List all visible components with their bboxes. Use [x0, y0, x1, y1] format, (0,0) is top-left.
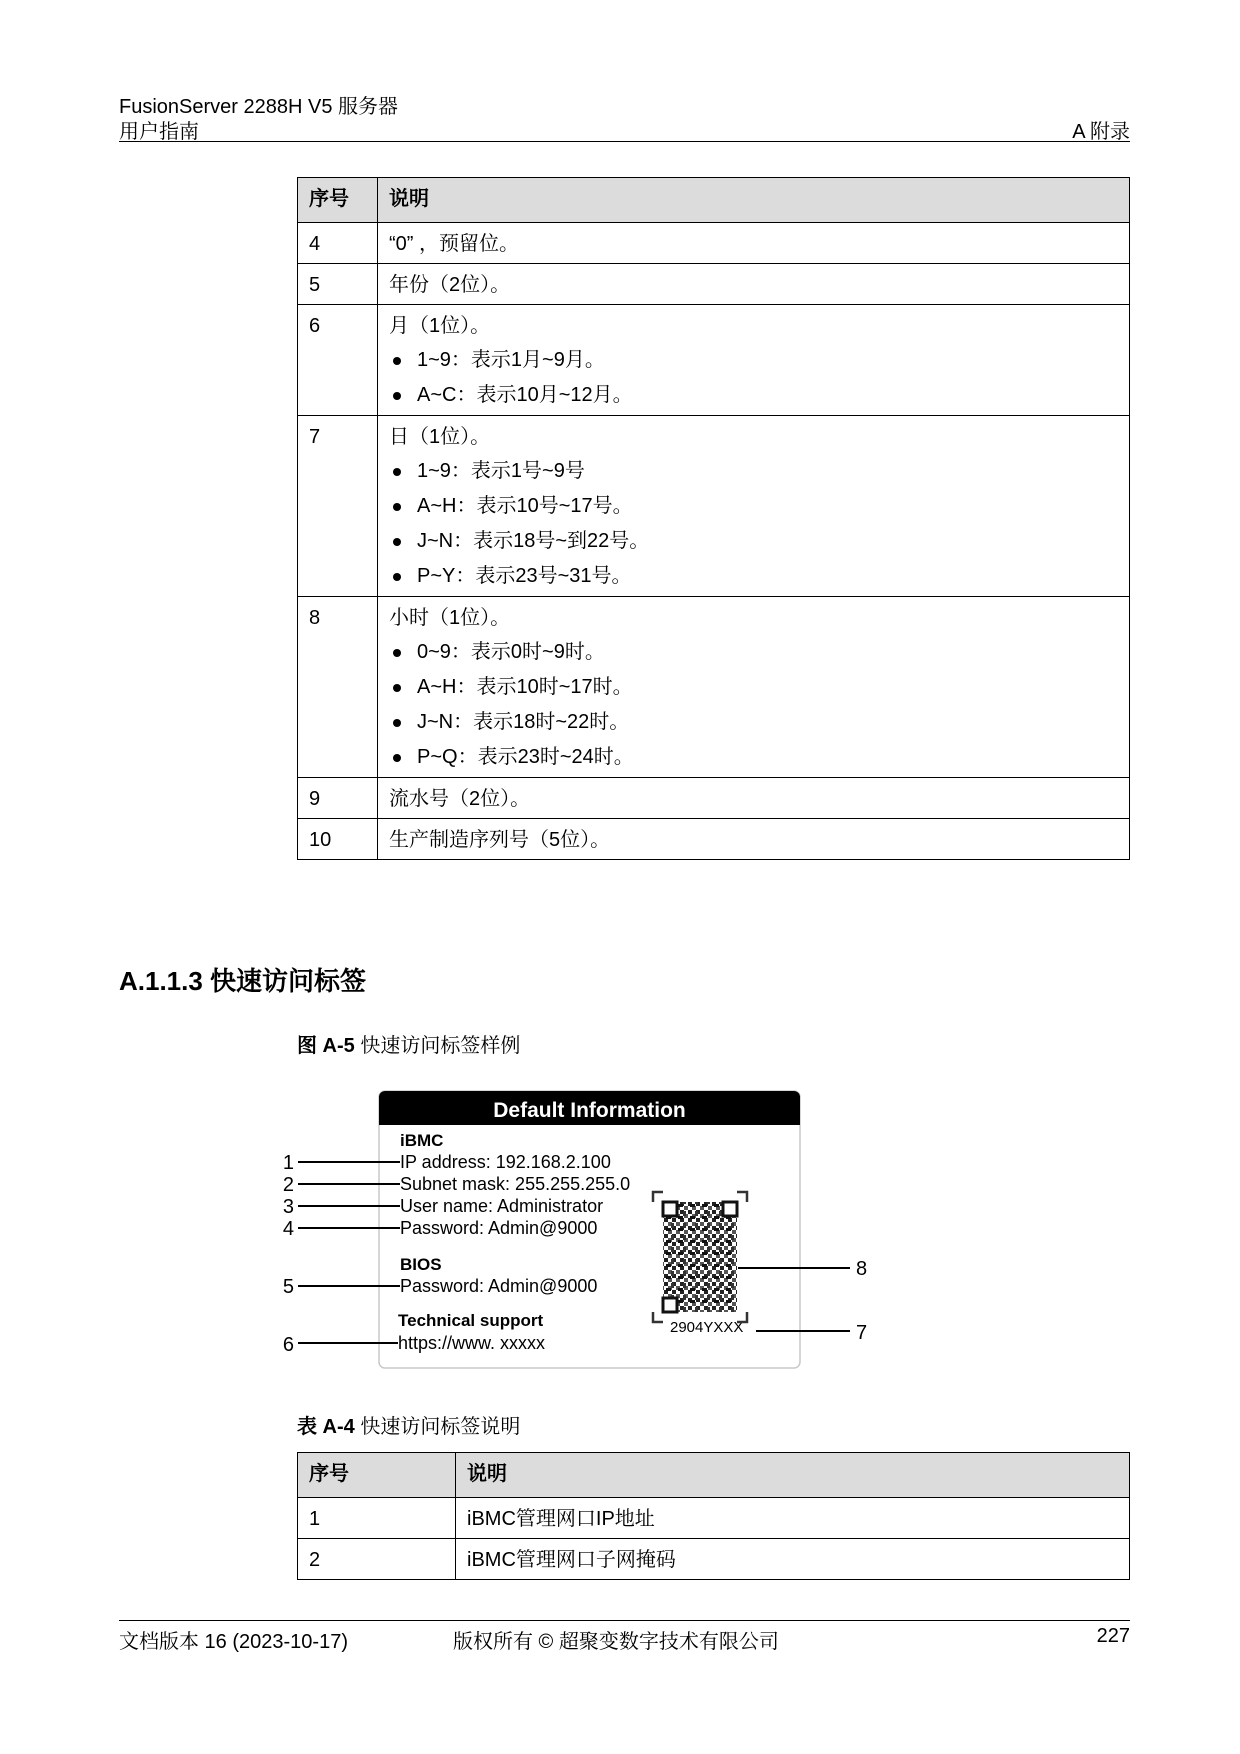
- table-caption: [297, 1410, 520, 1439]
- row-number: 9: [298, 778, 378, 819]
- row-description: [378, 264, 1130, 305]
- row-description: [378, 597, 1130, 778]
- callout-2: 2: [282, 1174, 294, 1196]
- table-row: [298, 597, 1130, 778]
- table-row: [298, 1498, 1130, 1539]
- row-description-text: 年份（2位）。: [389, 274, 511, 296]
- bullet-item: J~N：表示18号~到22号。: [389, 524, 1120, 559]
- callout-7: 7: [856, 1322, 868, 1344]
- callout-8: 8: [856, 1258, 868, 1280]
- bullet-item: P~Y：表示23号~31号。: [389, 559, 1120, 594]
- column-header-number: 序号: [298, 178, 378, 223]
- row-number: 7: [298, 416, 378, 597]
- callout-1: 1: [282, 1152, 294, 1174]
- row-description: [378, 223, 1130, 264]
- header-divider: [119, 141, 1130, 142]
- header-chapter: A 附录: [1072, 121, 1130, 143]
- row-number: 10: [298, 819, 378, 860]
- label-subnet-mask: Subnet mask: 255.255.255.0: [400, 1174, 631, 1194]
- figure-caption-text: 快速访问标签样例: [354, 1035, 521, 1057]
- bullet-item: 1~9：表示1号~9号: [389, 454, 1120, 489]
- table-caption-text: 快速访问标签说明: [354, 1416, 521, 1438]
- quick-access-label-figure: [280, 1090, 880, 1380]
- column-header-description: 说明: [378, 178, 1130, 223]
- footer-doc-version: 文档版本 16 (2023-10-17): [119, 1631, 348, 1653]
- label-bios-password: Password: Admin@9000: [400, 1276, 598, 1296]
- bullet-item: A~C：表示10月~12月。: [389, 378, 1120, 413]
- row-description-text: 生产制造序列号（5位）。: [389, 829, 611, 851]
- row-number: 5: [298, 264, 378, 305]
- row-description: [378, 819, 1130, 860]
- row-description: iBMC管理网口IP地址: [456, 1498, 1130, 1539]
- table-row: [298, 416, 1130, 597]
- callout-3: 3: [282, 1196, 294, 1218]
- bullet-item: J~N：表示18时~22时。: [389, 705, 1120, 740]
- section-heading: A.1.1.3 快速访问标签: [119, 966, 367, 996]
- table-header-row: [298, 178, 1130, 223]
- row-description-text: 小时（1位）。: [389, 607, 511, 629]
- label-user-name: User name: Administrator: [400, 1196, 604, 1216]
- figure-caption: [297, 1029, 520, 1058]
- footer-divider: [119, 1620, 1130, 1621]
- row-description-text: 月（1位）。: [389, 315, 491, 337]
- label-ip-address: IP address: 192.168.2.100: [400, 1152, 611, 1172]
- table-row: [298, 223, 1130, 264]
- row-description-text: 日（1位）。: [389, 426, 491, 448]
- label-tech-support-heading: Technical support: [398, 1311, 544, 1330]
- table-header-row: [298, 1453, 1130, 1498]
- row-number: 4: [298, 223, 378, 264]
- column-header-number: 序号: [298, 1453, 456, 1498]
- bullet-list: [389, 343, 1120, 413]
- row-description-text: 流水号（2位）。: [389, 788, 531, 810]
- label-bios-heading: BIOS: [400, 1255, 442, 1274]
- bullet-item: A~H：表示10时~17时。: [389, 670, 1120, 705]
- callout-5: 5: [282, 1276, 294, 1298]
- bullet-item: P~Q：表示23时~24时。: [389, 740, 1120, 775]
- footer-copyright: 版权所有 © 超聚变数字技术有限公司: [453, 1631, 779, 1653]
- bullet-list: [389, 635, 1120, 775]
- bullet-list: [389, 454, 1120, 594]
- qr-code: [653, 1192, 747, 1322]
- row-description: [378, 305, 1130, 416]
- row-description-text: “0” ，预留位。: [389, 233, 519, 255]
- header-product-title: FusionServer 2288H V5 服务器: [119, 96, 399, 118]
- table-row: [298, 1539, 1130, 1580]
- table-row: [298, 778, 1130, 819]
- row-number: 8: [298, 597, 378, 778]
- label-title: Default Information: [493, 1099, 686, 1122]
- label-ibmc-password: Password: Admin@9000: [400, 1218, 598, 1238]
- label-support-url: https://www. xxxxx: [398, 1333, 546, 1353]
- label-product-code: 2904YXXX: [670, 1319, 744, 1336]
- footer-page-number: 227: [1096, 1625, 1130, 1647]
- header-doc-title: 用户指南: [119, 121, 199, 143]
- bullet-item: 0~9：表示0时~9时。: [389, 635, 1120, 670]
- callout-6: 6: [282, 1334, 294, 1356]
- row-number: 1: [298, 1498, 456, 1539]
- row-description: [378, 416, 1130, 597]
- column-header-description: 说明: [456, 1453, 1130, 1498]
- callout-4: 4: [282, 1218, 294, 1240]
- table-row: [298, 819, 1130, 860]
- row-description: iBMC管理网口子网掩码: [456, 1539, 1130, 1580]
- row-description: [378, 778, 1130, 819]
- figure-caption-number: 图 A-5: [297, 1035, 355, 1057]
- label-ibmc-heading: iBMC: [400, 1131, 444, 1150]
- serial-number-table: [297, 177, 1130, 860]
- quick-access-label-table: [297, 1452, 1130, 1580]
- table-caption-number: 表 A-4: [297, 1416, 355, 1438]
- row-number: 6: [298, 305, 378, 416]
- table-row: [298, 264, 1130, 305]
- table-row: [298, 305, 1130, 416]
- row-number: 2: [298, 1539, 456, 1580]
- bullet-item: A~H：表示10号~17号。: [389, 489, 1120, 524]
- bullet-item: 1~9：表示1月~9月。: [389, 343, 1120, 378]
